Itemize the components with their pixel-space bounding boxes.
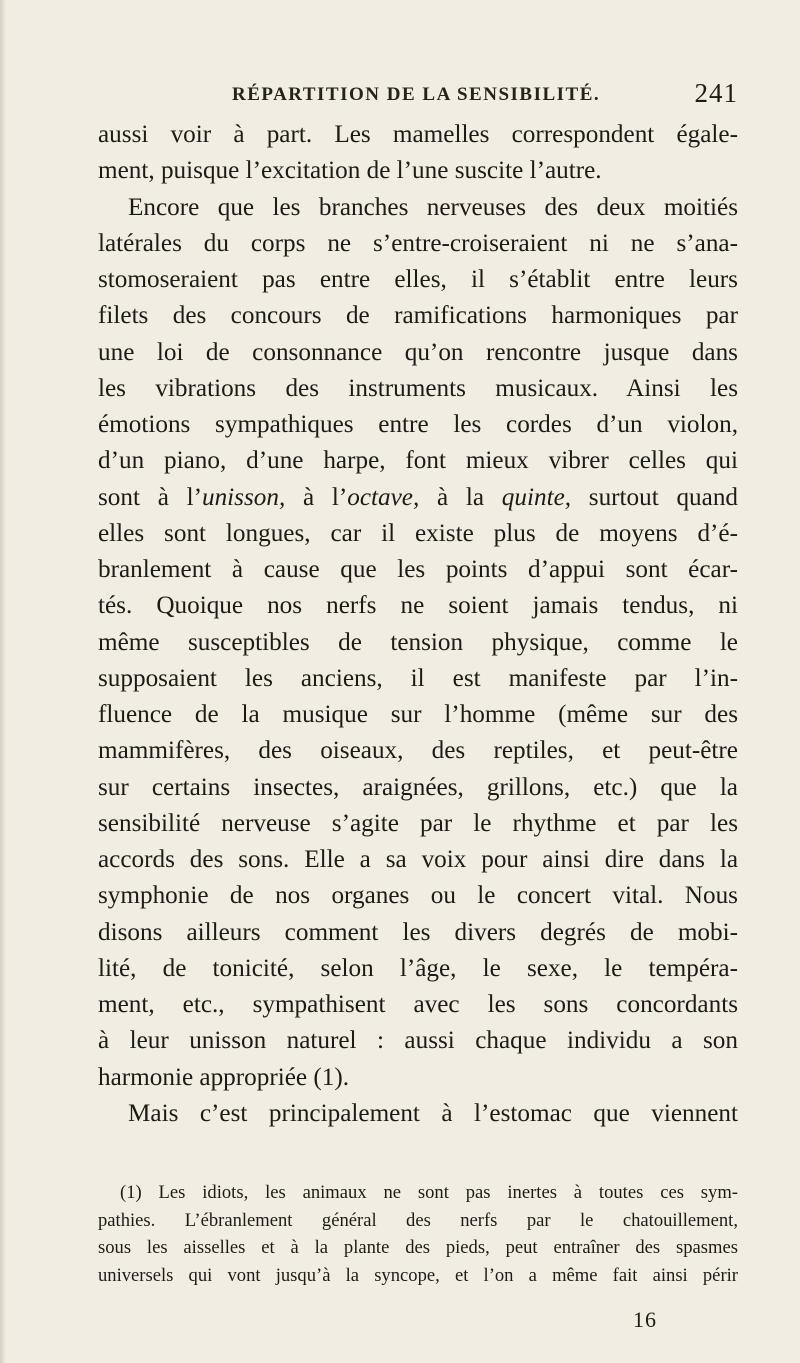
body-line: disons ailleurs comment les divers degrés de mobi- [98, 918, 738, 946]
page-number: 241 [694, 78, 738, 108]
body-line: ment, puisque l’excitation de l’une suscite l’autre. [98, 157, 602, 185]
body-line: harmonie appropriée (1). [98, 1063, 350, 1091]
line-segment: à l’ [285, 483, 348, 511]
body-line: symphonie de nos organes ou le concert vital. Nous [98, 882, 738, 910]
running-title: RÉPARTITION DE LA SENSIBILITÉ. [232, 84, 601, 105]
italic-term-quinte: quinte, [501, 483, 572, 511]
body-line: sensibilité nerveuse s’agite par le rhythme et par les [98, 809, 738, 837]
line-segment: surtout quand [571, 483, 739, 511]
body-line: une loi de consonnance qu’on rencontre jusque dans [98, 338, 738, 366]
body-text [98, 117, 738, 1132]
body-line: Mais c’est principalement à l’estomac que viennent [128, 1099, 738, 1127]
body-line: émotions sympathiques entre les cordes d’un violon, [98, 411, 738, 438]
body-line: filets des concours de ramifications harmoniques par [98, 302, 738, 330]
line-segment: à la [419, 483, 502, 511]
body-line [98, 480, 738, 516]
body-line: sur certains insectes, araignées, grillons, etc.) que la [98, 773, 738, 801]
body-line: d’un piano, d’une harpe, font mieux vibrer celles qui [98, 447, 738, 475]
footnote-line: sous les aisselles et à la plante des pieds, peut entraîner des spasmes [98, 1237, 738, 1258]
body-line: ment, etc., sympathisent avec les sons concordants [98, 991, 738, 1018]
line-segment: sont à l’ [98, 483, 202, 511]
footnote-line: (1) Les idiots, les animaux ne sont pas inertes à toutes ces sym- [120, 1182, 738, 1203]
body-line: les vibrations des instruments musicaux. Ainsi les [98, 374, 738, 402]
body-line: latérales du corps ne s’entre-croiseraient ni ne s’ana- [98, 229, 738, 257]
body-line: stomoseraient pas entre elles, il s’établit entre leurs [98, 266, 738, 293]
body-line: à leur unisson naturel : aussi chaque individu a son [98, 1027, 738, 1055]
body-line: mammifères, des oiseaux, des reptiles, et peut-être [98, 737, 738, 765]
footnotes [98, 1179, 738, 1289]
body-line: elles sont longues, car il existe plus de moyens d’é- [98, 519, 738, 547]
body-line: même susceptibles de tension physique, comme le [98, 628, 738, 656]
body-line: tés. Quoique nos nerfs ne soient jamais tendus, ni [98, 592, 738, 620]
body-line: lité, de tonicité, selon l’âge, le sexe, le tempéra- [98, 954, 738, 982]
body-line: aussi voir à part. Les mamelles correspondent égale- [98, 121, 738, 148]
page-header [98, 78, 738, 114]
footnote-line: universels qui vont jusqu’à la syncope, et l’on a même fait ainsi périr [98, 1264, 738, 1286]
italic-term-octave: octave, [347, 483, 420, 511]
body-line: fluence de la musique sur l’homme (même sur des [98, 701, 738, 728]
body-line: accords des sons. Elle a sa voix pour ainsi dire dans la [98, 846, 738, 873]
signature-mark: 16 [633, 1307, 657, 1332]
body-line: Encore que les branches nerveuses des deux moitiés [128, 193, 738, 221]
body-line: supposaient les anciens, il est manifeste par l’in- [98, 664, 738, 692]
page-edge [0, 0, 6, 1363]
footnote-line: pathies. L’ébranlement général des nerfs par le chatouillement, [98, 1209, 738, 1231]
italic-term-unisson: unisson, [201, 483, 286, 511]
body-line: branlement à cause que les points d’appui sont écar- [98, 556, 738, 583]
